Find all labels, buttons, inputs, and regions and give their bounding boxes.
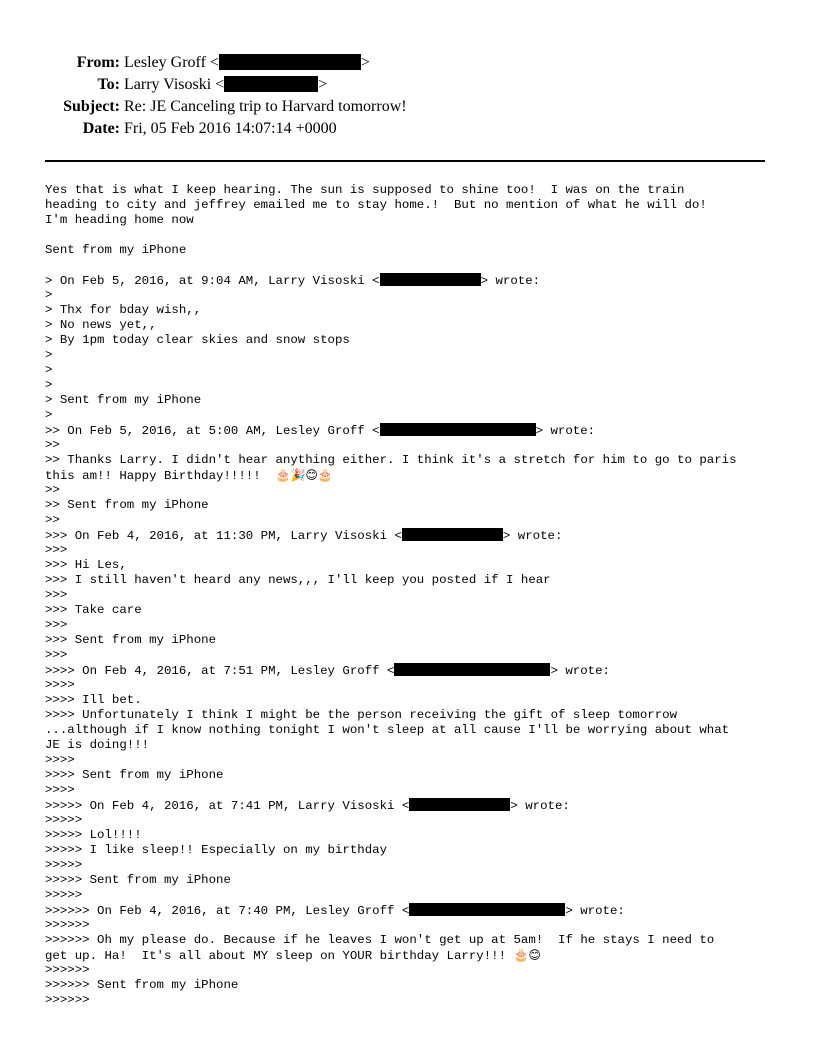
body-line: >>>>> [45,858,83,872]
emoji-cake-party-smile: 🎂🎉😊🎂 [275,468,333,482]
emoji-cake-smile: 🎂😊 [513,948,541,962]
to-label: To: [97,76,120,93]
body-line: >>> [45,543,68,557]
body-line [45,228,785,243]
body-text: this am!! Happy Birthday!!!!! [45,469,276,483]
header-divider [45,160,765,162]
from-label: From: [76,54,120,71]
redacted-email [380,423,536,436]
from-close: > [360,54,370,71]
body-line: > No news yet,, [45,318,157,332]
quote-header [45,903,785,918]
quote-header-end: > wrote: [510,799,570,813]
body-line [45,468,785,483]
from-name: Lesley Groff < [124,54,219,71]
body-line: > [45,288,53,302]
quote-header-text: >>>>> On Feb 4, 2016, at 7:41 PM, Larry Visoski < [45,799,410,813]
redacted-email [224,76,318,92]
body-line: >> [45,483,60,497]
body-line: >> Thanks Larry. I didn't hear anything either. I think it's a stretch for him to go to paris [45,453,737,467]
body-line: I'm heading home now [45,213,194,227]
quote-header-text: >>> On Feb 4, 2016, at 11:30 PM, Larry Visoski < [45,529,402,543]
body-line: >>> [45,618,68,632]
quote-header-end: > wrote: [535,424,596,438]
email-body [45,183,785,1008]
body-line: > [45,408,53,422]
body-line [45,258,785,273]
body-line: >>>>> [45,888,83,902]
body-line: JE is doing!!! [45,738,150,752]
to-value [124,74,327,96]
body-line: >>> [45,648,68,662]
quote-header-end: > wrote: [502,529,563,543]
body-line: >>>> [45,783,75,797]
body-line: > By 1pm today clear skies and snow stops [45,333,350,347]
redacted-email [394,663,550,676]
quote-header-text: >> On Feb 5, 2016, at 5:00 AM, Lesley Groff < [45,424,380,438]
body-line: >>>> [45,753,75,767]
date-value: Fri, 05 Feb 2016 14:07:14 +0000 [124,120,337,137]
body-line: > [45,378,53,392]
redacted-email [219,54,361,70]
date-label: Date: [82,120,120,137]
quote-header-text: > On Feb 5, 2016, at 9:04 AM, Larry Visoski < [45,274,380,288]
body-line: >>>> Ill bet. [45,693,142,707]
subject-label: Subject: [63,98,120,115]
body-line: >>>>>> [45,918,90,932]
quote-header-end: > wrote: [565,904,625,918]
to-close: > [318,76,328,93]
quote-header-text: >>>> On Feb 4, 2016, at 7:51 PM, Lesley Groff < [45,664,395,678]
body-line: > [45,363,53,377]
body-line: >>>> Sent from my iPhone [45,768,224,782]
body-line: > Thx for bday wish,, [45,303,202,317]
body-line: >>>>>> Sent from my iPhone [45,978,239,992]
from-value [124,52,370,74]
quote-header-text: >>>>>> On Feb 4, 2016, at 7:40 PM, Lesley Groff < [45,904,410,918]
redacted-email [402,528,503,541]
redacted-email [409,798,510,811]
body-line: >> [45,438,60,452]
body-line [45,948,785,963]
quote-header [45,528,785,543]
body-line: >>> Sent from my iPhone [45,633,217,647]
body-line: >>> [45,588,68,602]
body-line: >>> I still haven't heard any news,,, I'll keep you posted if I hear [45,573,551,587]
body-line: >>>>> Lol!!!! [45,828,142,842]
body-line: >>>> Unfortunately I think I might be the person receiving the gift of sleep tomorrow [45,708,678,722]
body-line: >>>> [45,678,75,692]
body-line: Yes that is what I keep hearing. The sun is supposed to shine too! I was on the train [45,183,685,197]
body-line: >>>>>> Oh my please do. Because if he leaves I won't get up at 5am! If he stays I need to [45,933,715,947]
redacted-email [380,273,481,286]
body-line: >>> Take care [45,603,142,617]
body-line: >>>>> [45,813,83,827]
body-text: get up. Ha! It's all about MY sleep on YOUR birthday Larry!!! [45,949,514,963]
body-line: Sent from my iPhone [45,243,187,257]
to-name: Larry Visoski < [124,76,225,93]
body-line: >> [45,513,60,527]
body-line: heading to city and jeffrey emailed me to stay home.! But no mention of what he will do! [45,198,707,212]
body-line: >> Sent from my iPhone [45,498,209,512]
quote-header-end: > wrote: [550,664,610,678]
body-line: >>>>> Sent from my iPhone [45,873,231,887]
quote-header [45,273,785,288]
quote-header [45,663,785,678]
quote-header [45,798,785,813]
quote-header-end: > wrote: [480,274,541,288]
body-line: > [45,348,53,362]
quote-header [45,423,785,438]
body-line: >>> Hi Les, [45,558,127,572]
body-line: > Sent from my iPhone [45,393,202,407]
body-line: >>>>>> [45,963,90,977]
body-line: >>>>> I like sleep!! Especially on my birthday [45,843,388,857]
body-line: ...although if I know nothing tonight I won't sleep at all cause I'll be worrying about what [45,723,730,737]
redacted-email [409,903,565,916]
subject-value: Re: JE Canceling trip to Harvard tomorrow! [124,98,407,115]
body-line: >>>>>> [45,993,90,1007]
